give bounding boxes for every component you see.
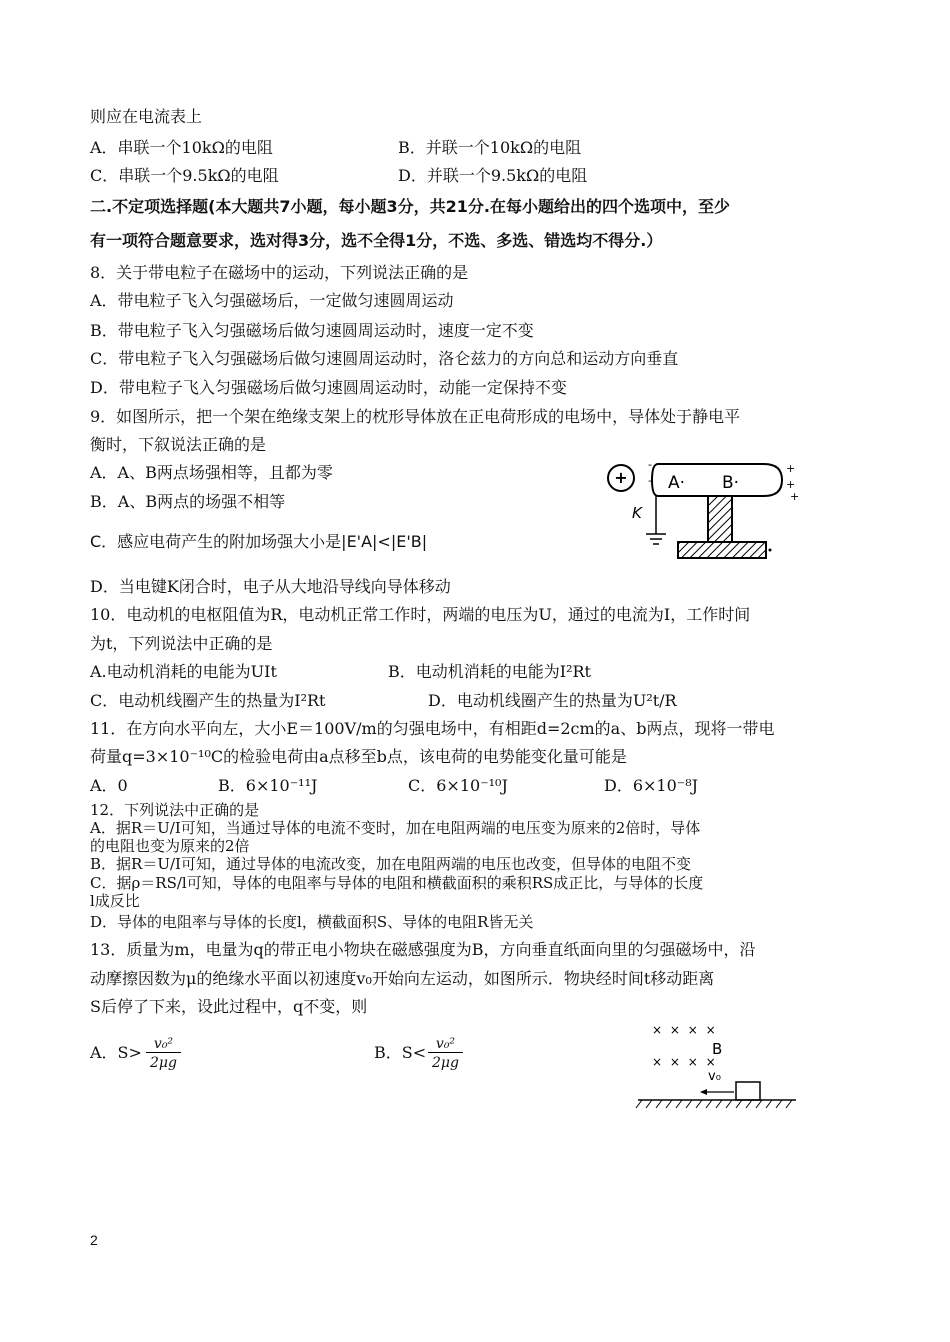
q12-option-a-line1: A．据R＝U/I可知，当通过导体的电流不变时，加在电阻两端的电压变为原来的2倍时，导体 (90, 819, 701, 837)
fraction-denominator: 2μg (150, 1055, 177, 1071)
q10-stem-line2: 为t，下列说法中正确的是 (90, 634, 273, 653)
field-b-label: B (712, 1040, 723, 1058)
q13-option-a-fraction (146, 1036, 181, 1071)
q10-option-d: D．电动机线圈产生的热量为U²t/R (428, 691, 677, 710)
point-b-label: B· (722, 473, 740, 493)
q10-option-b: B．电动机消耗的电能为I²Rt (388, 662, 591, 681)
q7-option-d: D．并联一个9.5kΩ的电阻 (398, 166, 588, 185)
field-crosses-row2: × × × × (652, 1055, 718, 1069)
q11-option-c: C．6×10⁻¹⁰J (408, 776, 508, 795)
q8-option-b: B．带电粒子飞入匀强磁场后做匀速圆周运动时，速度一定不变 (90, 321, 534, 340)
q13-stem-line2: 动摩擦因数为μ的绝缘水平面以初速度v₀开始向左运动，如图所示．物块经时间t移动距离 (90, 969, 715, 988)
q9-option-a: A．A、B两点场强相等，且都为零 (90, 463, 333, 482)
q9-stem-line2: 衡时，下叙说法正确的是 (90, 435, 267, 454)
section2-header-line1: 二.不定项选择题(本大题共7小题，每小题3分，共21分.在每小题给出的四个选项中，至少 (90, 197, 731, 216)
section2-header-line2: 有一项符合题意要求，选对得3分，选不全得1分，不选、多选、错选均不得分.） (90, 231, 663, 250)
svg-text:+: + (786, 462, 796, 475)
q10-option-a: A.电动机消耗的电能为UIt (90, 662, 277, 681)
q12-option-c-line2: l成反比 (90, 892, 140, 910)
q8-stem: 8．关于带电粒子在磁场中的运动，下列说法正确的是 (90, 263, 469, 282)
q9-option-b: B．A、B两点的场强不相等 (90, 492, 286, 511)
pillow-conductor-figure (600, 452, 800, 566)
svg-text:+: + (790, 490, 800, 503)
q13-option-b-prefix: B．S< (374, 1043, 427, 1062)
q12-option-a-line2: 的电阻也变为原来的2倍 (90, 837, 250, 855)
q8-option-d: D．带电粒子飞入匀强磁场后做匀速圆周运动时，动能一定保持不变 (90, 378, 567, 397)
field-crosses-row1: × × × × (652, 1023, 718, 1037)
plus-sign: + (614, 468, 628, 487)
q9-option-d: D．当电键K闭合时，电子从大地沿导线向导体移动 (90, 577, 451, 596)
q9-stem-line1: 9．如图所示，把一个架在绝缘支架上的枕形导体放在正电荷形成的电场中，导体处于静电平 (90, 407, 741, 426)
q7-option-a: A．串联一个10kΩ的电阻 (90, 138, 273, 157)
page-number: 2 (90, 1232, 98, 1248)
q12-option-b: B．据R＝U/I可知，通过导体的电流改变，加在电阻两端的电压也改变，但导体的电阻不变 (90, 855, 691, 873)
velocity-label: v₀ (708, 1069, 721, 1084)
magnetic-field-block-figure (630, 1018, 810, 1112)
q12-stem: 12．下列说法中正确的是 (90, 801, 260, 819)
fraction-numerator: v₀² (428, 1036, 463, 1053)
q13-stem-line3: S后停了下来，设此过程中，q不变，则 (90, 997, 368, 1016)
q13-option-a-prefix: A．S> (90, 1043, 142, 1062)
q11-option-a: A．0 (90, 776, 128, 795)
q11-option-b: B．6×10⁻¹¹J (218, 776, 318, 795)
svg-text:-: - (648, 458, 652, 471)
q7-option-c: C．串联一个9.5kΩ的电阻 (90, 166, 279, 185)
q12-option-c-line1: C．据ρ＝RS/l可知，导体的电阻率与导体的电阻和横截面积的乘积RS成正比，与导体的长度 (90, 874, 704, 892)
q7-option-b: B．并联一个10kΩ的电阻 (398, 138, 582, 157)
q10-option-c: C．电动机线圈产生的热量为I²Rt (90, 691, 326, 710)
svg-text:-: - (648, 474, 652, 487)
q13-stem-line1: 13．质量为m，电量为q的带正电小物块在磁感强度为B，方向垂直纸面向里的匀强磁场中，沿 (90, 940, 756, 959)
q12-option-d: D．导体的电阻率与导体的长度l，横截面积S、导体的电阻R皆无关 (90, 913, 534, 931)
fraction-denominator: 2μg (432, 1055, 459, 1071)
small-block (736, 1082, 760, 1100)
stand-base (678, 542, 766, 558)
fraction-numerator: v₀² (146, 1036, 181, 1053)
q7-tail: 则应在电流表上 (90, 107, 203, 126)
q8-option-a: A．带电粒子飞入匀强磁场后，一定做匀速圆周运动 (90, 291, 454, 310)
q11-option-d: D．6×10⁻⁸J (604, 776, 699, 795)
switch-k-label: K (632, 504, 642, 522)
svg-text:+: + (786, 478, 796, 491)
q11-stem-line2: 荷量q=3×10⁻¹⁰C的检验电荷由a点移至b点，该电荷的电势能变化量可能是 (90, 747, 627, 766)
q11-stem-line1: 11．在方向水平向左，大小E＝100V/m的匀强电场中，有相距d=2cm的a、b两点，现将一带电 (90, 719, 775, 738)
q10-stem-line1: 10．电动机的电枢阻值为R，电动机正常工作时，两端的电压为U，通过的电流为I，工作时间 (90, 605, 751, 624)
q9-option-c: C．感应电荷产生的附加场强大小是|E'A|<|E'B| (90, 532, 428, 551)
insulating-stand (708, 496, 732, 542)
q8-option-c: C．带电粒子飞入匀强磁场后做匀速圆周运动时，洛仑兹力的方向总和运动方向垂直 (90, 349, 679, 368)
point-a-label: A· (668, 473, 686, 493)
q13-option-b-fraction (428, 1036, 463, 1071)
